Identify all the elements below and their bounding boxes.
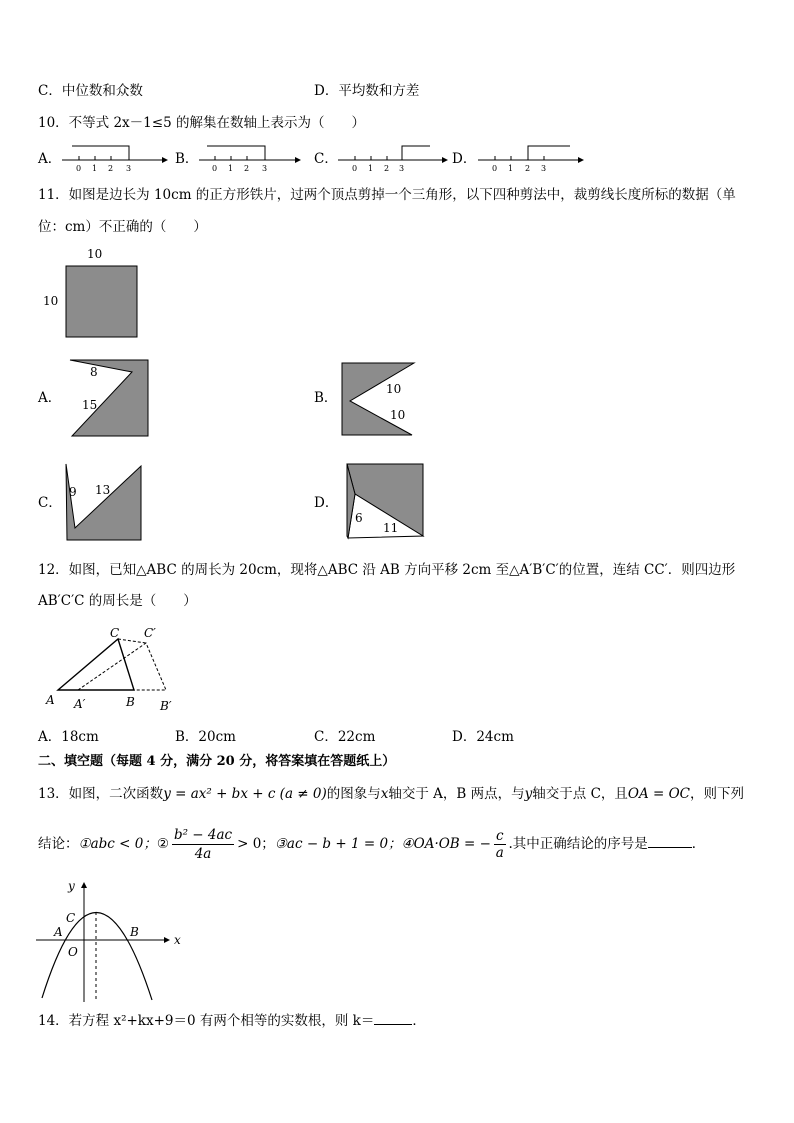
q11-option-a-label: A．: [38, 390, 62, 406]
q11-option-d-label: D．: [314, 495, 339, 511]
q13-stem-d: 轴交于点 C，且: [532, 786, 628, 802]
q12-option-b: B．20cm: [175, 729, 236, 745]
q13-fraction-1: [172, 826, 234, 863]
q13-fraction-2: [494, 828, 506, 861]
q10-option-d-label: D．: [452, 151, 477, 167]
tick-label: 2: [525, 164, 531, 173]
origin-label: O: [68, 945, 78, 959]
q13-stem-a: 13．如图，二次函数: [38, 786, 164, 802]
axis-label-y: y: [68, 879, 75, 893]
figure-c-label-2: 13: [95, 483, 111, 497]
q13-conclusion-3: ③ac − b + 1 = 0；: [274, 836, 402, 852]
q13-answer-blank[interactable]: [648, 833, 692, 848]
point-label-a-prime: A′: [74, 697, 86, 711]
figure-d-label-1: 6: [355, 511, 363, 525]
tick-label: 0: [352, 164, 358, 173]
q13-stem-c: 轴交于 A，B 两点，与: [388, 786, 525, 802]
q11-option-b-label: B．: [314, 390, 338, 406]
tick-label: 1: [368, 164, 374, 173]
tick-label: 2: [244, 164, 250, 173]
tick-label: 2: [384, 164, 390, 173]
tick-label: 3: [541, 164, 547, 173]
axis-label-x: x: [174, 933, 181, 947]
fraction-numerator: b² − 4ac: [173, 827, 233, 843]
q11-figure-c: [63, 462, 153, 544]
point-label-c: C: [110, 626, 120, 640]
point-label-b: B: [130, 925, 139, 939]
q14-stem: [38, 1011, 426, 1030]
tick-label: 1: [508, 164, 514, 173]
q12-option-d: D．24cm: [452, 729, 514, 745]
square-top-label: 10: [87, 247, 103, 261]
tick-label: 2: [108, 164, 114, 173]
figure-d-label-2: 11: [383, 521, 399, 535]
tick-label: 1: [92, 164, 98, 173]
q11-figure-a: [68, 358, 158, 440]
point-label-a: A: [54, 925, 63, 939]
q9-option-c: C．中位数和众数: [38, 83, 143, 99]
q10-option-a-label: A．: [38, 151, 62, 167]
q10-option-b-label: B．: [175, 151, 199, 167]
q11-stem-line1: 11．如图是边长为 10cm 的正方形铁片，过两个顶点剪掉一个三角形，以下四种剪法中，裁剪线长度所标的数据（单: [38, 187, 736, 203]
q13-stem-b: 的图象与: [326, 786, 381, 802]
figure-b-label-2: 10: [390, 408, 406, 422]
tick-label: 3: [399, 164, 405, 173]
q11-stem-line2: 位：cm）不正确的（ ）: [38, 219, 207, 235]
tick-label: 0: [212, 164, 218, 173]
fraction-numerator: c: [495, 828, 504, 844]
q13-conclusion-1: ①abc < 0；: [78, 836, 157, 852]
section-heading-fill-blanks: 二、填空题（每题 4 分，满分 20 分，将答案填在答题纸上）: [38, 754, 396, 769]
q12-translation-figure: [38, 622, 188, 718]
q13-stem-line1: [38, 785, 744, 803]
figure-c-label-1: 9: [69, 485, 77, 499]
q13-conclusion-2-tail: > 0；: [237, 836, 275, 852]
q13-conclusion-lead: 结论：: [38, 836, 79, 852]
q12-option-a: A．18cm: [38, 729, 99, 745]
point-label-c-prime: C′: [144, 626, 156, 640]
point-label-a: A: [46, 693, 55, 707]
q9-option-d: D．平均数和方差: [314, 83, 420, 99]
q14-text: 14．若方程 x²+kx+9＝0 有两个相等的实数根，则 k＝: [38, 1013, 375, 1029]
q11-option-c-label: C．: [38, 495, 62, 511]
q10-stem: 10．不等式 2x－1≤5 的解集在数轴上表示为（ ）: [38, 115, 365, 131]
fraction-denominator: 4a: [194, 846, 212, 862]
q10-numberline-d: [478, 142, 598, 172]
q13-conclusions: [38, 826, 705, 863]
q12-option-c: C．22cm: [314, 729, 376, 745]
q10-numberline-c: [338, 142, 458, 172]
q10-option-c-label: C．: [314, 151, 338, 167]
figure-a-label-2: 15: [82, 398, 98, 412]
tick-label: 0: [76, 164, 82, 173]
q13-parabola-graph: [34, 878, 184, 1008]
q13-y-var: y: [524, 786, 533, 802]
tick-label: 0: [492, 164, 498, 173]
q13-function: y = ax² + bx + c (a ≠ 0): [163, 786, 327, 802]
figure-a-label-1: 8: [90, 365, 98, 379]
square-left-label: 10: [43, 294, 59, 308]
tick-label: 3: [126, 164, 132, 173]
q13-conclusion-4-tail: .其中正确结论的序号是: [508, 836, 648, 852]
q14-answer-blank[interactable]: [374, 1011, 412, 1025]
tick-label: 3: [262, 164, 268, 173]
point-label-c: C: [66, 911, 76, 925]
q11-figure-d: [345, 462, 435, 544]
q11-square-figure: [38, 244, 158, 344]
q14-end: ．: [412, 1013, 426, 1029]
q13-equation: OA = OC: [627, 786, 691, 802]
q12-stem-line1: 12．如图，已知△ABC 的周长为 20cm，现将△ABC 沿 AB 方向平移 2cm 至△A′B′C′的位置，连结 CC′．则四边形: [38, 562, 736, 578]
q13-stem-e: ，则下列: [690, 786, 745, 802]
q13-end: ．: [691, 836, 706, 852]
q13-x-var: x: [380, 786, 389, 802]
q13-conclusion-2-mark: ②: [156, 836, 169, 852]
figure-b-label-1: 10: [386, 382, 402, 396]
fraction-denominator: a: [495, 845, 504, 861]
q10-numberline-b: [199, 142, 309, 172]
q10-numberline-a: [62, 142, 172, 172]
point-label-b: B: [126, 695, 135, 709]
q13-conclusion-4: ④OA·OB = −: [401, 836, 491, 852]
point-label-b-prime: B′: [160, 699, 172, 713]
q11-figure-b: [340, 361, 430, 443]
q12-stem-line2: AB′C′C 的周长是（ ）: [38, 593, 197, 609]
tick-label: 1: [228, 164, 234, 173]
